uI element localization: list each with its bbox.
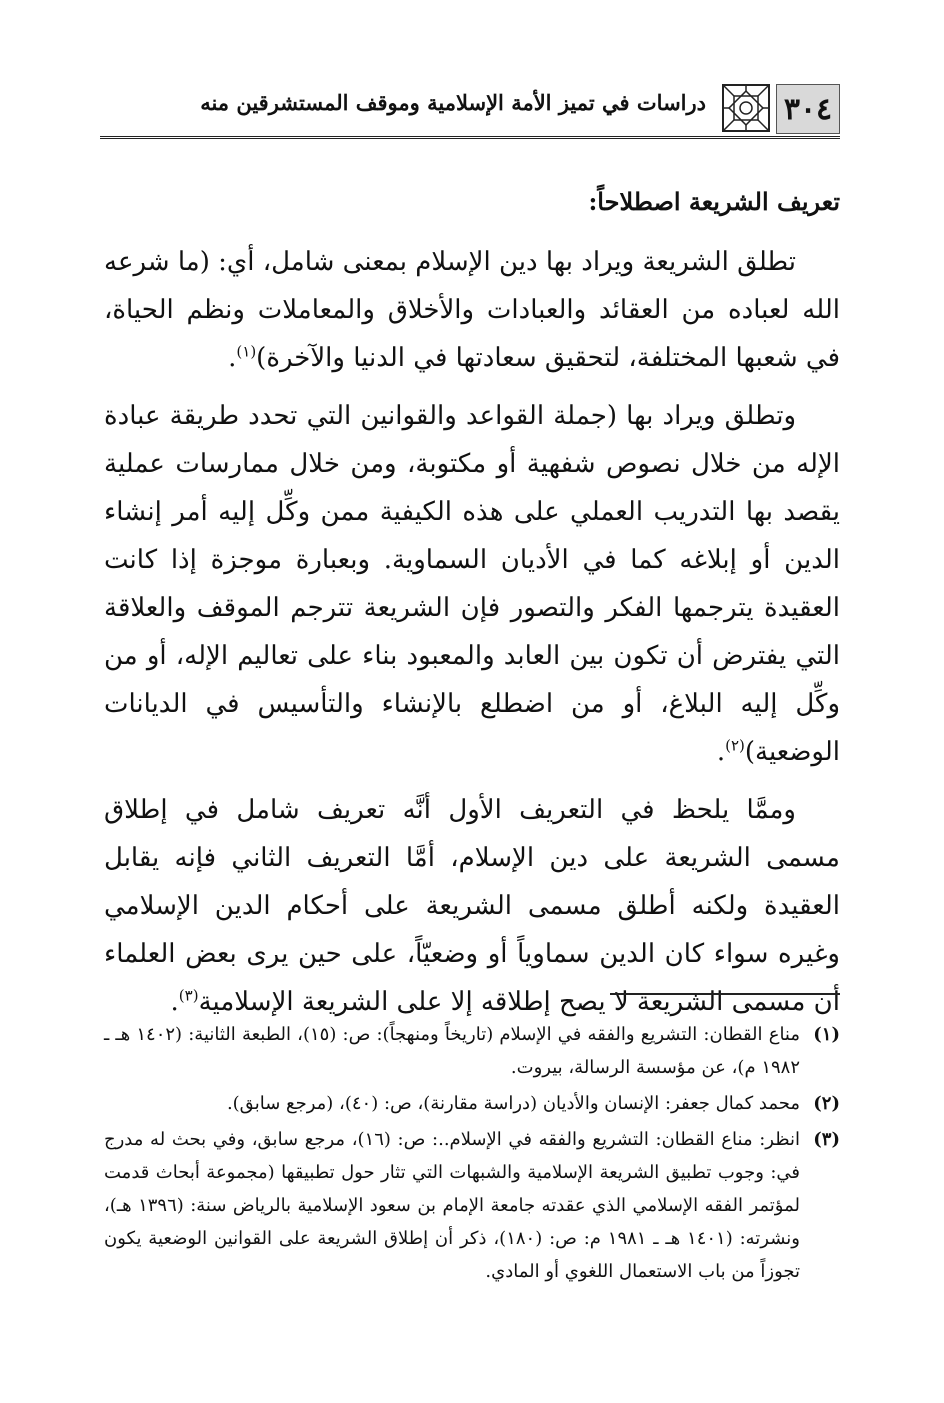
footnote-text: محمد كمال جعفر: الإنسان والأديان (دراسة مقارنة)، ص: (٤٠)، (مرجع سابق). bbox=[226, 1093, 800, 1114]
footnote-ref: (٣) bbox=[178, 986, 199, 1005]
footnote-item bbox=[104, 1087, 840, 1120]
footnote-text: انظر: مناع القطان: التشريع والفقه في الإسلام..: ص: (١٦)، مرجع سابق، وفي بحث له مدرج في: وجوب تطبيق الشريعة الإسلامية والشبهات التي تثار حول تطبيقها (مجموعة أبحاث قدمت لمؤتمر الفقه الإسلامي الذي عقدته جامعة الإمام بن سعود الإسلامية بالرياض سنة: (١٣٩٦ هـ)، ونشرته: (١٤٠١ هـ ـ ١٩٨١ م: ص: (١٨٠)، ذكر أن إطلاق الشريعة على القوانين الوضعية يكون تجوزاً من باب الاستعمال اللغوي أو المادي. bbox=[104, 1129, 801, 1282]
footnote-divider bbox=[610, 993, 840, 995]
page-number: ٣٠٤ bbox=[776, 84, 840, 134]
footnote-ref: (١) bbox=[236, 342, 257, 361]
paragraph bbox=[104, 238, 840, 382]
page-header bbox=[100, 84, 840, 140]
footnote-number: (٢) bbox=[813, 1093, 840, 1114]
ornament-icon bbox=[722, 84, 770, 132]
main-text bbox=[104, 178, 840, 1036]
paragraph-text: وممَّا يلحظ في التعريف الأول أنَّه تعريف شامل في إطلاق مسمى الشريعة على دين الإسلام، أمَّا التعريف الثاني فإنه يقابل العقيدة ولكنه أطلق مسمى الشريعة على أحكام الدين الإسلامي وغيره سواء كان الدين سماوياً أو وضعيّاً، على حين يرى بعض العلماء أن مسمى الشريعة لا يصح إطلاقه إلا على الشريعة الإسلامية bbox=[104, 795, 840, 1017]
paragraph-end: . bbox=[170, 987, 179, 1017]
footnote-item bbox=[104, 1018, 840, 1084]
paragraph-text: وتطلق ويراد بها (جملة القواعد والقوانين التي تحدد طريقة عبادة الإله من خلال نصوص شفهية أو مكتوبة، ومن خلال ممارسات عملية يقصد بها التدريب العملي على هذه الكيفية ممن وكِّل إليه أمر إنشاء الدين أو إبلاغه كما في الأديان السماوية. وبعبارة موجزة إذا كانت العقيدة يترجمها الفكر والتصور فإن الشريعة تترجم الموقف والعلاقة التي يفترض أن تكون بين العابد والمعبود بناء على تعاليم الإله، أو من وكِّل إليه البلاغ، أو من اضطلع بالإنشاء والتأسيس في الديانات الوضعية) bbox=[104, 401, 840, 767]
footnote-number: (٣) bbox=[813, 1129, 840, 1150]
paragraph bbox=[104, 392, 840, 776]
paragraph bbox=[104, 786, 840, 1026]
paragraph-text: تطلق الشريعة ويراد بها دين الإسلام بمعنى شامل، أي: (ما شرعه الله لعباده من العقائد والعبادات والأخلاق والمعاملات ونظم الحياة، في شعبها المختلفة، لتحقيق سعادتها في الدنيا والآخرة) bbox=[104, 247, 840, 373]
running-title: دراسات في تميز الأمة الإسلامية وموقف المستشرقين منه bbox=[200, 90, 706, 115]
section-heading: تعريف الشريعة اصطلاحاً: bbox=[588, 187, 840, 216]
footnote-item bbox=[104, 1123, 840, 1288]
paragraph-end: . bbox=[716, 737, 726, 767]
footnote-text: مناع القطان: التشريع والفقه في الإسلام (تاريخاً ومنهجاً): ص: (١٥)، الطبعة الثانية: (١٤٠٢ هـ ـ ١٩٨٢ م)، عن مؤسسة الرسالة، بيروت. bbox=[104, 1024, 801, 1078]
footnote-number: (١) bbox=[813, 1024, 840, 1045]
footnotes bbox=[104, 1018, 840, 1291]
header-divider bbox=[100, 136, 840, 139]
footnote-ref: (٢) bbox=[725, 736, 745, 755]
paragraph-end: . bbox=[228, 343, 237, 373]
